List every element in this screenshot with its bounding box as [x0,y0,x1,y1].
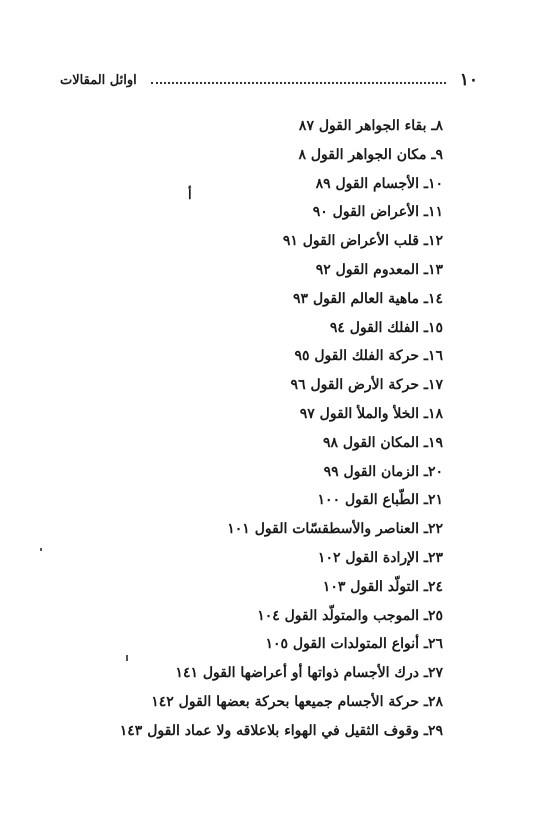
print-speck [40,548,42,551]
toc-item: ١١ـ الأعراض القول ٩٠ [312,204,443,221]
toc-item: ١٦ـ حركة الفلك القول ٩٥ [294,348,443,365]
print-speck [126,655,128,661]
toc-item: ٢٢ـ العناصر والأسطقسّات القول ١٠١ [227,521,443,538]
toc-item: ٢١ـ الطّباع القول ١٠٠ [317,492,443,509]
toc-item: ٢٨ـ حركة الأجسام جميعها بحركة بعضها القول ١٤٢ [151,693,443,710]
toc-item: ٢٥ـ الموجب والمتولّد القول ١٠٤ [257,607,443,624]
toc-item: ٢٠ـ الزمان القول ٩٩ [323,463,443,480]
toc-item: ١٢ـ قلب الأعراض القول ٩١ [282,233,443,250]
page-header [60,68,478,92]
toc-item: ٢٧ـ درك الأجسام ذواتها أو أعراضها القول ١٤١ [175,665,443,682]
toc-item: ١٩ـ المكان القول ٩٨ [323,434,443,451]
table-of-contents [43,112,443,746]
toc-item: ١٨ـ الخلأ والملأ القول ٩٧ [299,405,443,422]
toc-item: ٨ـ بقاء الجواهر القول ٨٧ [298,118,443,134]
toc-item: ١٧ـ حركة الأرض القول ٩٦ [290,377,443,394]
toc-item: ١٥ـ الفلك القول ٩٤ [329,319,443,336]
toc-item: ١٣ـ المعدوم القول ٩٢ [315,261,443,278]
toc-item: ١٠ـ الأجسام القول ٨٩ [315,175,443,192]
running-title: اوائل المقالات [60,72,137,88]
leader-dots [151,82,446,84]
margin-mark: أ [188,188,192,203]
toc-item: ٢٣ـ الإرادة القول ١٠٢ [317,549,443,566]
toc-item: ٢٩ـ وقوف الثقيل في الهواء بلاعلاقه ولا عماد القول ١٤٣ [119,722,443,739]
page-number: ١٠ [459,70,478,90]
toc-item: ١٤ـ ماهية العالم القول ٩٣ [293,290,443,307]
toc-item: ٢٦ـ أنواع المتولدات القول ١٠٥ [265,636,443,653]
toc-item: ٩ـ مكان الجواهر القول ٨ [298,146,443,163]
toc-item: ٢٤ـ التولّد القول ١٠٣ [322,578,443,595]
